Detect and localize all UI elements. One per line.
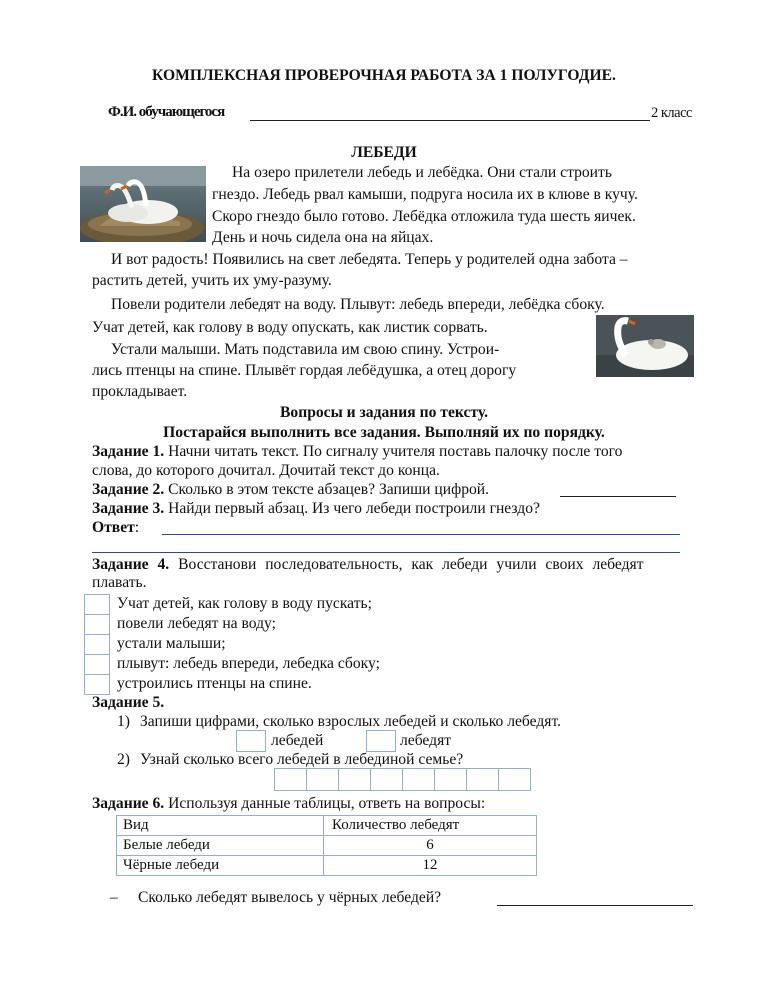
order-item-1: Учат детей, как голову в воду пускать; [117, 595, 372, 612]
task-3-answer-line-2[interactable] [92, 552, 680, 553]
grade-label: 2 класс [651, 105, 692, 121]
table-header-row [117, 816, 537, 836]
task-2-answer-field[interactable] [560, 496, 676, 497]
story-line-11: прокладывает. [92, 383, 188, 400]
task-3-answer-line-1[interactable] [162, 534, 680, 535]
task-6-q1: Сколько лебедят вывелось у чёрных лебедей? [138, 889, 442, 906]
story-line-5: И вот радость! Появились на свет лебедята. Теперь у родителей одна забота – [111, 251, 628, 268]
table-cell: 12 [324, 856, 537, 876]
table-cell: 6 [324, 836, 537, 856]
task-2-label: Задание 2. [92, 481, 165, 498]
order-item-5: устроились птенцы на спине. [117, 675, 312, 692]
task-6 [92, 795, 485, 813]
story-line-9: Устали малыши. Мать подставила им свою спину. Устрои- [111, 341, 500, 358]
answer-cell[interactable] [434, 768, 467, 791]
answer-cell[interactable] [498, 768, 531, 791]
table-row [117, 836, 537, 856]
page-title: КОМПЛЕКСНАЯ ПРОВЕРОЧНАЯ РАБОТА ЗА 1 ПОЛУГОДИЕ. [152, 67, 616, 84]
order-box-4[interactable] [84, 654, 110, 675]
task-2-text: Сколько в этом тексте абзацев? Запиши цифрой. [164, 481, 490, 498]
answer-cell[interactable] [402, 768, 435, 791]
answer-colon: : [134, 519, 140, 536]
swan-with-chicks-photo [596, 315, 694, 377]
task-4-text-cont: плавать. [92, 574, 147, 591]
order-item-4: плывут: лебедь впереди, лебедка сбоку; [117, 655, 380, 672]
adult-swans-input[interactable] [236, 730, 266, 752]
story-line-4: День и ночь сидела она на яйцах. [212, 229, 434, 246]
order-box-1[interactable] [84, 594, 110, 615]
questions-instructions: Постарайся выполнить все задания. Выполняй их по порядку. [163, 424, 605, 441]
order-box-3[interactable] [84, 634, 110, 655]
task-3 [92, 500, 540, 518]
task-4 [92, 556, 644, 574]
task-6-q1-dash: – [110, 889, 118, 906]
task-5-q1-number: 1) [117, 713, 130, 730]
answer-cell[interactable] [466, 768, 499, 791]
task-6-text: Используя данные таблицы, ответь на вопросы: [164, 795, 486, 812]
table-cell: Чёрные лебеди [117, 856, 324, 876]
story-line-10: лись птенцы на спине. Плывёт гордая лебёдушка, а отец дорогу [92, 362, 517, 379]
task-1 [92, 443, 622, 461]
adult-swans-label: лебедей [271, 732, 324, 749]
task-1-text: Начни читать текст. По сигналу учителя поставь палочку после того [164, 443, 623, 460]
task-5-q2: Узнай сколько всего лебедей в лебединой семье? [140, 751, 464, 768]
task-4-text: Восстанови последовательность, как лебеди учили своих лебедят [169, 556, 644, 573]
story-line-8: Учат детей, как голову в воду опускать, как листик сорвать. [92, 319, 488, 336]
cygnets-input[interactable] [366, 730, 396, 752]
story-line-6: растить детей, учить их уму-разуму. [92, 272, 332, 289]
task-5-label: Задание 5. [92, 694, 165, 711]
student-name-field[interactable] [250, 120, 650, 121]
order-box-2[interactable] [84, 614, 110, 635]
task-3-text: Найди первый абзац. Из чего лебеди построили гнездо? [164, 500, 540, 517]
task-5-q1: Запиши цифрами, сколько взрослых лебедей и сколько лебедят. [140, 713, 561, 730]
task-5-q2-number: 2) [117, 751, 130, 768]
story-line-7: Повели родители лебедят на воду. Плывут: лебедь впереди, лебёдка сбоку. [111, 296, 605, 313]
student-name-label: Ф.И. обучающегося [108, 104, 225, 120]
task-3-label: Задание 3. [92, 500, 165, 517]
order-item-2: повели лебедят на воду; [117, 615, 276, 632]
total-answer-grid[interactable] [274, 768, 530, 791]
table-row [117, 856, 537, 876]
table-header-cell: Вид [117, 816, 324, 836]
task-1-text-cont: слова, до которого дочитал. Дочитай текст до конца. [92, 462, 440, 479]
answer-cell[interactable] [274, 768, 307, 791]
answer-label-wrap [92, 519, 139, 537]
order-box-5[interactable] [84, 674, 110, 695]
order-item-3: устали малыши; [117, 635, 226, 652]
table-cell: Белые лебеди [117, 836, 324, 856]
cygnets-label: лебедят [400, 732, 452, 749]
answer-cell[interactable] [306, 768, 339, 791]
task-4-label: Задание 4. [92, 556, 170, 573]
answer-cell[interactable] [338, 768, 371, 791]
story-line-2: гнездо. Лебедь рвал камыши, подруга носила их в клюве в кучу. [212, 186, 638, 203]
swans-nest-photo [80, 166, 206, 242]
task-2 [92, 481, 489, 499]
questions-heading: Вопросы и задания по тексту. [280, 404, 488, 421]
task-1-label: Задание 1. [92, 443, 165, 460]
answer-label: Ответ [92, 519, 135, 536]
story-line-3: Скоро гнездо было готово. Лебёдка отложила туда шесть яичек. [212, 208, 636, 225]
story-line-1: На озеро прилетели лебедь и лебёдка. Они стали строить [232, 164, 612, 181]
table-header-cell: Количество лебедят [324, 816, 537, 836]
task-6-label: Задание 6. [92, 795, 165, 812]
answer-cell[interactable] [370, 768, 403, 791]
story-title: ЛЕБЕДИ [351, 144, 417, 161]
task-6-q1-answer-field[interactable] [497, 905, 693, 906]
swans-table [116, 815, 537, 876]
